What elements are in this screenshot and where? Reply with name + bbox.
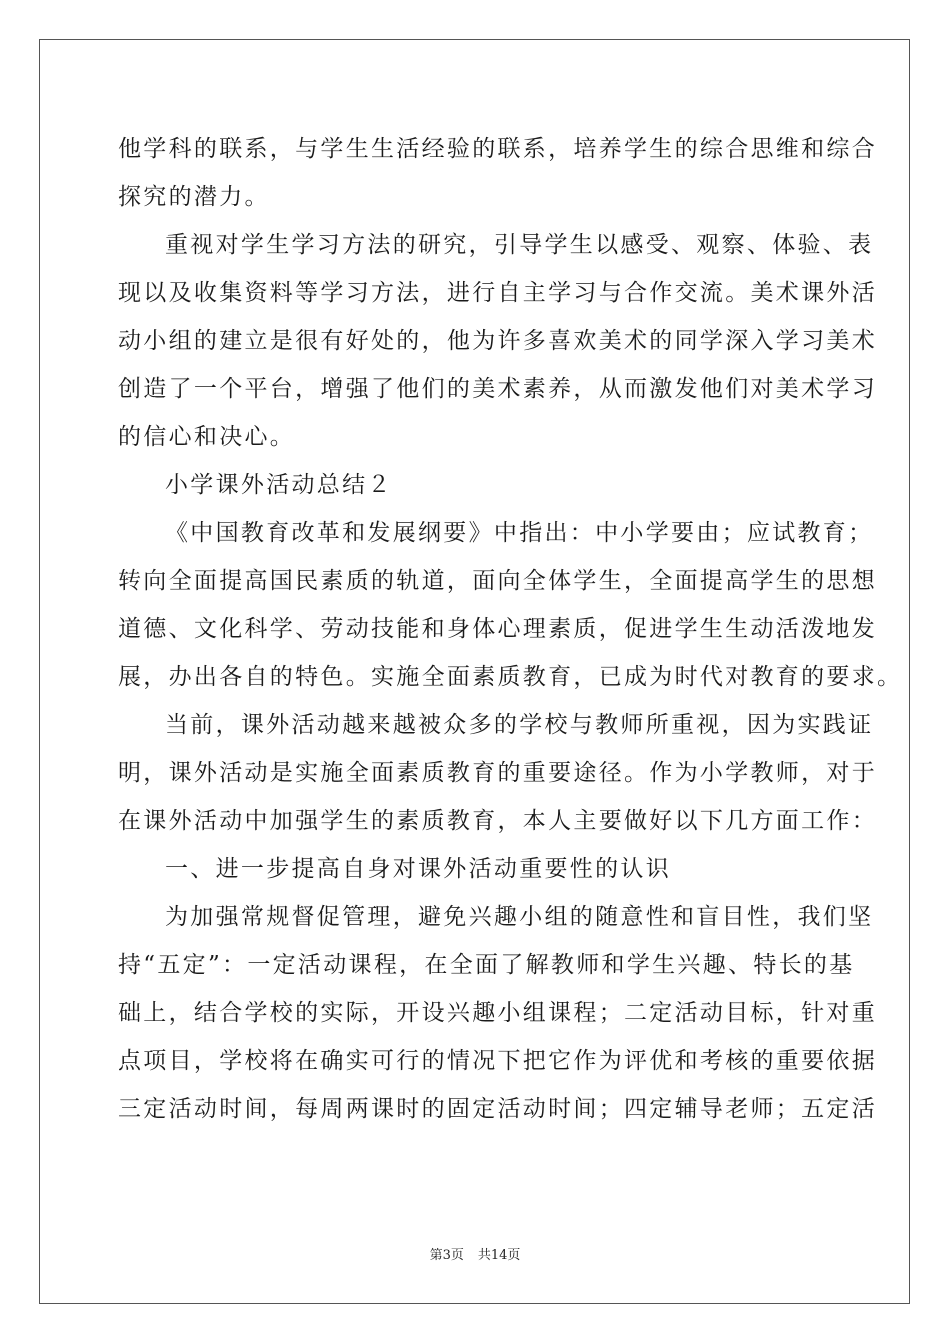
text-line: 当前，课外活动越来越被众多的学校与教师所重视，因为实践证 — [165, 712, 874, 738]
text-line: 明，课外活动是实施全面素质教育的重要途径。作为小学教师，对于 — [118, 760, 877, 786]
text-line: 转向全面提高国民素质的轨道，面向全体学生，全面提高学生的思想 — [118, 568, 877, 594]
total-pages: 共14页 — [477, 1248, 521, 1263]
text-line: 一、进一步提高自身对课外活动重要性的认识 — [165, 856, 671, 882]
text-line: 他学科的联系，与学生生活经验的联系，培养学生的综合思维和综合 — [118, 136, 877, 162]
text-line: 道德、文化科学、劳动技能和身体心理素质，促进学生生动活泼地发 — [118, 616, 877, 642]
text-line: 动小组的建立是很有好处的，他为许多喜欢美术的同学深入学习美术 — [118, 328, 877, 354]
text-line: 的信心和决心。 — [118, 424, 296, 450]
text-line: 三定活动时间，每周两课时的固定活动时间；四定辅导老师；五定活 — [118, 1096, 877, 1122]
text-line: 重视对学生学习方法的研究，引导学生以感受、观察、体验、表 — [165, 232, 874, 258]
current-page-number: 第3页 — [429, 1248, 464, 1263]
document-body — [118, 125, 903, 1133]
text-line: 持“五定”：一定活动课程，在全面了解教师和学生兴趣、特长的基 — [118, 952, 855, 978]
text-line: 础上，结合学校的实际，开设兴趣小组课程；二定活动目标，针对重 — [118, 1000, 877, 1026]
text-line: 在课外活动中加强学生的素质教育，本人主要做好以下几方面工作： — [118, 808, 877, 834]
text-line: 《中国教育改革和发展纲要》中指出：中小学要由；应试教育； — [165, 520, 874, 546]
text-line: 探究的潜力。 — [118, 184, 270, 210]
text-line: 点项目，学校将在确实可行的情况下把它作为评优和考核的重要依据 — [118, 1048, 877, 1074]
text-line: 现以及收集资料等学习方法，进行自主学习与合作交流。美术课外活 — [118, 280, 877, 306]
text-line: 展，办出各自的特色。实施全面素质教育，已成为时代对教育的要求。 — [118, 664, 903, 690]
text-line: 为加强常规督促管理，避免兴趣小组的随意性和盲目性，我们坚 — [165, 904, 874, 930]
text-line: 创造了一个平台，增强了他们的美术素养，从而激发他们对美术学习 — [118, 376, 877, 402]
text-line: 小学课外活动总结２ — [165, 472, 393, 498]
page-footer — [0, 1244, 950, 1263]
